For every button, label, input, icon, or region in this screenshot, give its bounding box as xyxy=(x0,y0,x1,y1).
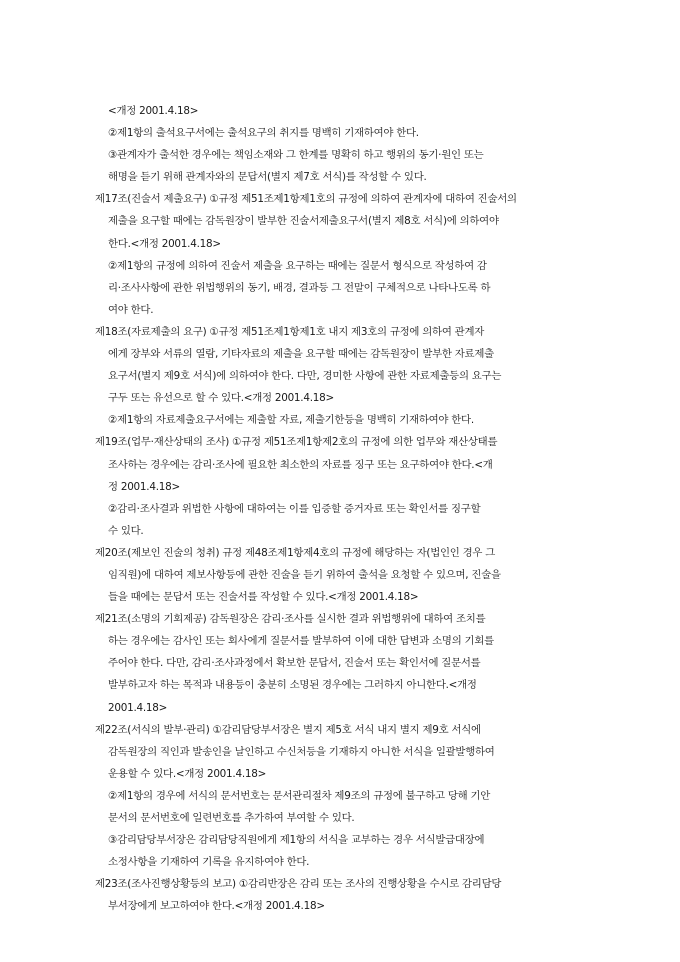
paragraph-text: ②제1항의 자료제출요구서에는 제출할 자료, 제출기한등을 명백히 기재하여야 한다. xyxy=(108,414,474,427)
paragraph-text: 제20조(제보인 진술의 청취) 규정 제48조제1항제4호의 규정에 해당하는 자(법인인 경우 그 임직원)에 대하여 제보사항등에 관한 진술을 듣기 위하여 출석을 요청할 수 있으며, 진술을 들을 때에는 문답서 또는 진술서를 작성할 수 있다.<개정 2001.4.18> xyxy=(95,546,501,604)
article-paragraph xyxy=(95,321,588,409)
clause-paragraph xyxy=(95,255,588,321)
paragraph-text: ②제1항의 규정에 의하여 진술서 제출을 요구하는 때에는 질문서 형식으로 작성하여 감 리·조사사항에 관한 위법행위의 동기, 배경, 결과등 그 전말이 구체적으로 나타나도록 하 여야 한다. xyxy=(108,259,491,316)
clause-paragraph xyxy=(95,409,588,431)
clause-paragraph xyxy=(95,100,588,122)
article-paragraph xyxy=(95,608,588,718)
paragraph-text: ②감리·조사결과 위법한 사항에 대하여는 이를 입증할 증거자료 또는 확인서를 징구할 수 있다. xyxy=(108,502,481,537)
paragraph-text: 제23조(조사진행상황등의 보고) ①감리반장은 감리 또는 조사의 진행상황을 수시로 감리담당 부서장에게 보고하여야 한다.<개정 2001.4.18> xyxy=(95,878,502,913)
article-paragraph xyxy=(95,542,588,608)
paragraph-text: ③관계자가 출석한 경우에는 책임소재와 그 한계를 명확히 하고 행위의 동기·원인 또는 해명을 듣기 위해 관계자와의 문답서(별지 제7호 서식)를 작성할 수 있다. xyxy=(108,149,484,184)
article-paragraph xyxy=(95,873,588,917)
clause-paragraph xyxy=(95,829,588,873)
clause-paragraph xyxy=(95,144,588,188)
paragraph-text: ③감리담당부서장은 감리담당직원에게 제1항의 서식을 교부하는 경우 서식발급대장에 소정사항을 기재하여 기록을 유지하여야 한다. xyxy=(108,834,485,869)
article-paragraph xyxy=(95,719,588,785)
paragraph-text: ②제1항의 출석요구서에는 출석요구의 취지를 명백히 기재하여야 한다. xyxy=(108,127,419,140)
paragraph-text: ②제1항의 경우에 서식의 문서번호는 문서관리절차 제9조의 규정에 불구하고 당해 기안 문서의 문서번호에 일련번호를 추가하여 부여할 수 있다. xyxy=(108,789,491,824)
paragraph-text: <개정 2001.4.18> xyxy=(108,105,199,117)
paragraph-text: 제18조(자료제출의 요구) ①규정 제51조제1항제1호 내지 제3호의 규정에 의하여 관계자 에게 장부와 서류의 열람, 기타자료의 제출을 요구할 때에는 감독원장이 발부한 자료제출 요구서(별지 제9호 서식)에 의하여야 한다. 다만, 경미한 사항에 관한 자료제출등의 요구는 구두 또는 유선으로 할 수 있다.<개정 2001.4.18> xyxy=(95,325,502,405)
article-paragraph xyxy=(95,431,588,497)
paragraph-text: 제21조(소명의 기회제공) 감독원장은 감리·조사를 실시한 결과 위법행위에 대하여 조치를 하는 경우에는 감사인 또는 회사에게 질문서를 발부하여 이에 대한 답변과 소명의 기회를 주어야 한다. 다만, 감리·조사과정에서 확보한 문답서, 진술서 또는 확인서에 질문서를 발부하고자 하는 목적과 내용등이 충분히 소명된 경우에는 그러하지 아니한다.<개정 2001.4.18> xyxy=(95,613,494,714)
clause-paragraph xyxy=(95,785,588,829)
paragraph-text: 제17조(진술서 제출요구) ①규정 제51조제1항제1호의 규정에 의하여 관계자에 대하여 진술서의 제출을 요구할 때에는 감독원장이 발부한 진술서제출요구서(별지 제8호 서식)에 의하여야 한다.<개정 2001.4.18> xyxy=(95,193,517,250)
clause-paragraph xyxy=(95,498,588,542)
clause-paragraph xyxy=(95,122,588,144)
paragraph-text: 제19조(업무·재산상태의 조사) ①규정 제51조제1항제2호의 규정에 의한 업무와 재산상태를 조사하는 경우에는 감리·조사에 필요한 최소한의 자료를 징구 또는 요구하여야 한다.<개 정 2001.4.18> xyxy=(95,436,498,493)
paragraph-text: 제22조(서식의 발부·관리) ①감리담당부서장은 별지 제5호 서식 내지 별지 제9호 서식에 감독원장의 직인과 발송인을 날인하고 수신처등을 기재하지 아니한 서식을 일괄발행하여 운용할 수 있다.<개정 2001.4.18> xyxy=(95,723,495,780)
document-body xyxy=(95,100,588,917)
article-paragraph xyxy=(95,188,588,254)
